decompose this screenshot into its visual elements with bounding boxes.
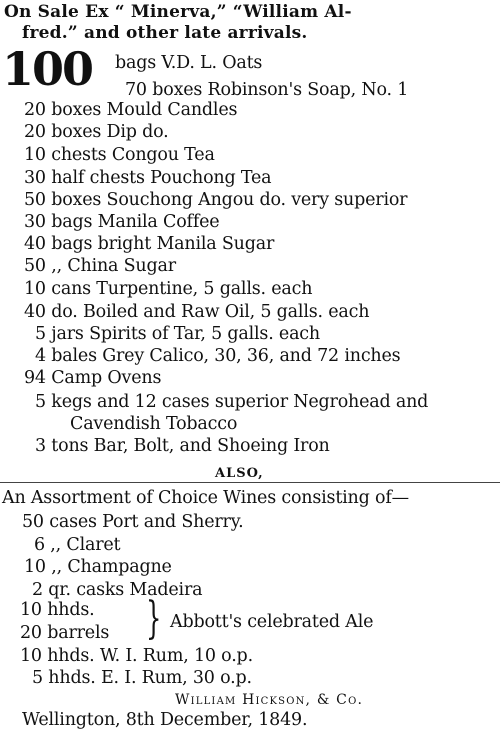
divider: [0, 482, 500, 483]
list-item: 10 cans Turpentine, 5 galls. each: [24, 279, 313, 299]
also-label: ALSO,: [215, 466, 264, 481]
signature: William Hickson, & Co.: [175, 692, 364, 708]
list-item: 40 do. Boiled and Raw Oil, 5 galls. each: [24, 302, 370, 322]
brace-glyph: }: [146, 593, 162, 644]
list-item: 50 boxes Souchong Angou do. very superior: [24, 190, 408, 210]
wine-item: 20 barrels: [20, 623, 110, 643]
list-item: 3 tons Bar, Bolt, and Shoeing Iron: [35, 436, 330, 456]
list-item: 30 bags Manila Coffee: [24, 212, 220, 232]
list-item: 50 ,, China Sugar: [24, 256, 176, 276]
list-item: 5 kegs and 12 cases superior Negrohead and: [35, 392, 429, 412]
wine-item: 10 ,, Champagne: [24, 557, 172, 577]
list-item: 5 jars Spirits of Tar, 5 galls. each: [35, 324, 320, 344]
list-item: Cavendish Tobacco: [70, 414, 238, 434]
list-item: 30 half chests Pouchong Tea: [24, 168, 272, 188]
wine-item: 2 qr. casks Madeira: [32, 580, 203, 600]
wine-item: 10 hhds.: [20, 600, 95, 620]
list-item: 70 boxes Robinson's Soap, No. 1: [125, 80, 409, 100]
list-item: 10 chests Congou Tea: [24, 145, 215, 165]
dateline: Wellington, 8th December, 1849.: [22, 710, 308, 730]
wine-item: 6 ,, Claret: [34, 535, 121, 555]
list-item: 20 boxes Dip do.: [24, 122, 169, 142]
wine-item: 10 hhds. W. I. Rum, 10 o.p.: [20, 646, 253, 666]
list-item: 40 bags bright Manila Sugar: [24, 234, 275, 254]
ale-label: Abbott's celebrated Ale: [170, 612, 374, 632]
list-item: bags V.D. L. Oats: [115, 53, 263, 73]
list-item: 94 Camp Ovens: [24, 368, 162, 388]
wine-item: 50 cases Port and Sherry.: [22, 512, 244, 532]
lead-quantity: 100: [2, 42, 93, 96]
list-item: 4 bales Grey Calico, 30, 36, and 72 inches: [35, 346, 401, 366]
wine-item: 5 hhds. E. I. Rum, 30 o.p.: [32, 668, 252, 688]
list-item: 20 boxes Mould Candles: [24, 100, 238, 120]
heading-line-1: On Sale Ex “ Minerva,” “William Al-: [4, 2, 352, 22]
heading-line-2: fred.” and other late arrivals.: [22, 23, 308, 43]
wines-intro: An Assortment of Choice Wines consisting of—: [2, 488, 409, 508]
